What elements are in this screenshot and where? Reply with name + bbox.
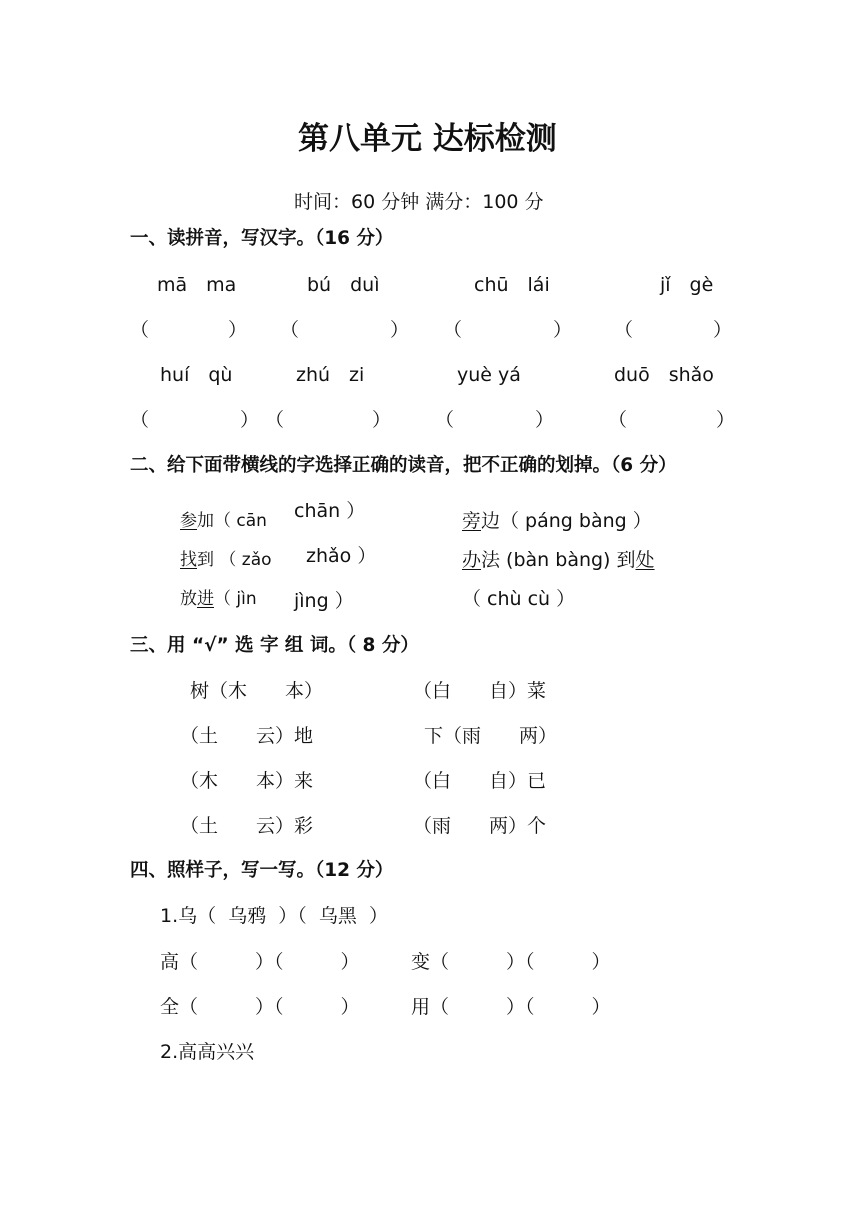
paren-open: （ — [443, 319, 463, 341]
paren-close: ） — [716, 409, 736, 431]
pinyin-chu: （ chù cù ） — [462, 588, 576, 610]
paren-open: （ — [265, 409, 285, 431]
choice-left-3: （木 本）来 — [180, 770, 314, 792]
pinyin-2-1: huí qù — [160, 364, 233, 386]
paren-close: ） — [240, 409, 260, 431]
paren-open: （ — [130, 319, 150, 341]
paren-close: ） — [553, 319, 573, 341]
pinyin-1-4: jǐ gè — [660, 274, 714, 296]
choice-left-2: （土 云）地 — [180, 725, 314, 747]
pinyin-alt: zhǎo ） — [306, 545, 377, 567]
choice-left-1: 树（木 本） — [190, 680, 324, 702]
choice-right-4: （雨 两）个 — [413, 815, 547, 837]
section-4-heading: 四、照样子，写一写。（12 分） — [130, 860, 394, 881]
paren-close: ） — [372, 409, 392, 431]
underlined-char: 处 — [635, 549, 655, 571]
pinyin-alt: jìng ） — [294, 590, 354, 612]
paren-open: （ — [608, 409, 628, 431]
exam-time-info: 时间：60 分钟 满分：100 分 — [294, 191, 544, 213]
section-2-heading: 二、给下面带横线的字选择正确的读音，把不正确的划掉。（6 分） — [130, 455, 677, 476]
underlined-char: 旁 — [462, 510, 482, 532]
word-banfa: 办法 (bàn bàng) 到处 — [462, 549, 655, 571]
word-canjia: 参加（ cān — [180, 511, 267, 531]
section-3-heading: 三、用 “√” 选 字 组 词。（ 8 分） — [130, 635, 419, 656]
example-line: 1.乌（ 乌鸦 ）（ 乌黑 ） — [160, 905, 388, 927]
choice-right-2: 下（雨 两） — [424, 725, 558, 747]
underlined-char: 办 — [462, 549, 482, 571]
pinyin-2-3: yuè yá — [457, 364, 521, 386]
paren-open: （ — [280, 319, 300, 341]
paren-close: ） — [228, 319, 248, 341]
underlined-char: 参 — [180, 511, 197, 531]
pinyin-1-1: mā ma — [157, 274, 237, 296]
paren-close: ） — [713, 319, 733, 341]
fill-row-1-left: 高（ ）（ ） — [160, 951, 360, 973]
page-title: 第八单元 达标检测 — [298, 121, 557, 157]
pinyin-1-2: bú duì — [307, 274, 380, 296]
word-fangjin: 放进（ jìn — [180, 589, 257, 609]
paren-open: （ — [435, 409, 455, 431]
pinyin-2-2: zhú zi — [296, 364, 365, 386]
choice-right-1: （白 自）菜 — [413, 680, 547, 702]
pinyin-alt: chān ） — [294, 500, 366, 522]
fill-row-2-right: 用（ ）（ ） — [411, 996, 611, 1018]
underlined-char: 进 — [197, 589, 214, 609]
item-2-heading: 2.高高兴兴 — [160, 1041, 255, 1063]
pinyin-1-3: chū lái — [474, 274, 550, 296]
underlined-char: 找 — [180, 550, 197, 570]
word-zhaodao: 找到 （ zǎo — [180, 550, 272, 570]
paren-close: ） — [390, 319, 410, 341]
paren-open: （ — [130, 409, 150, 431]
choice-left-4: （土 云）彩 — [180, 815, 314, 837]
paren-close: ） — [535, 409, 555, 431]
choice-right-3: （白 自）已 — [413, 770, 547, 792]
fill-row-2-left: 全（ ）（ ） — [160, 996, 360, 1018]
fill-row-1-right: 变（ ）（ ） — [411, 951, 611, 973]
word-pangbian: 旁边（ páng bàng ） — [462, 510, 652, 532]
pinyin-2-4: duō shǎo — [614, 364, 714, 386]
paren-open: （ — [614, 319, 634, 341]
section-1-heading: 一、读拼音，写汉字。（16 分） — [130, 228, 394, 249]
